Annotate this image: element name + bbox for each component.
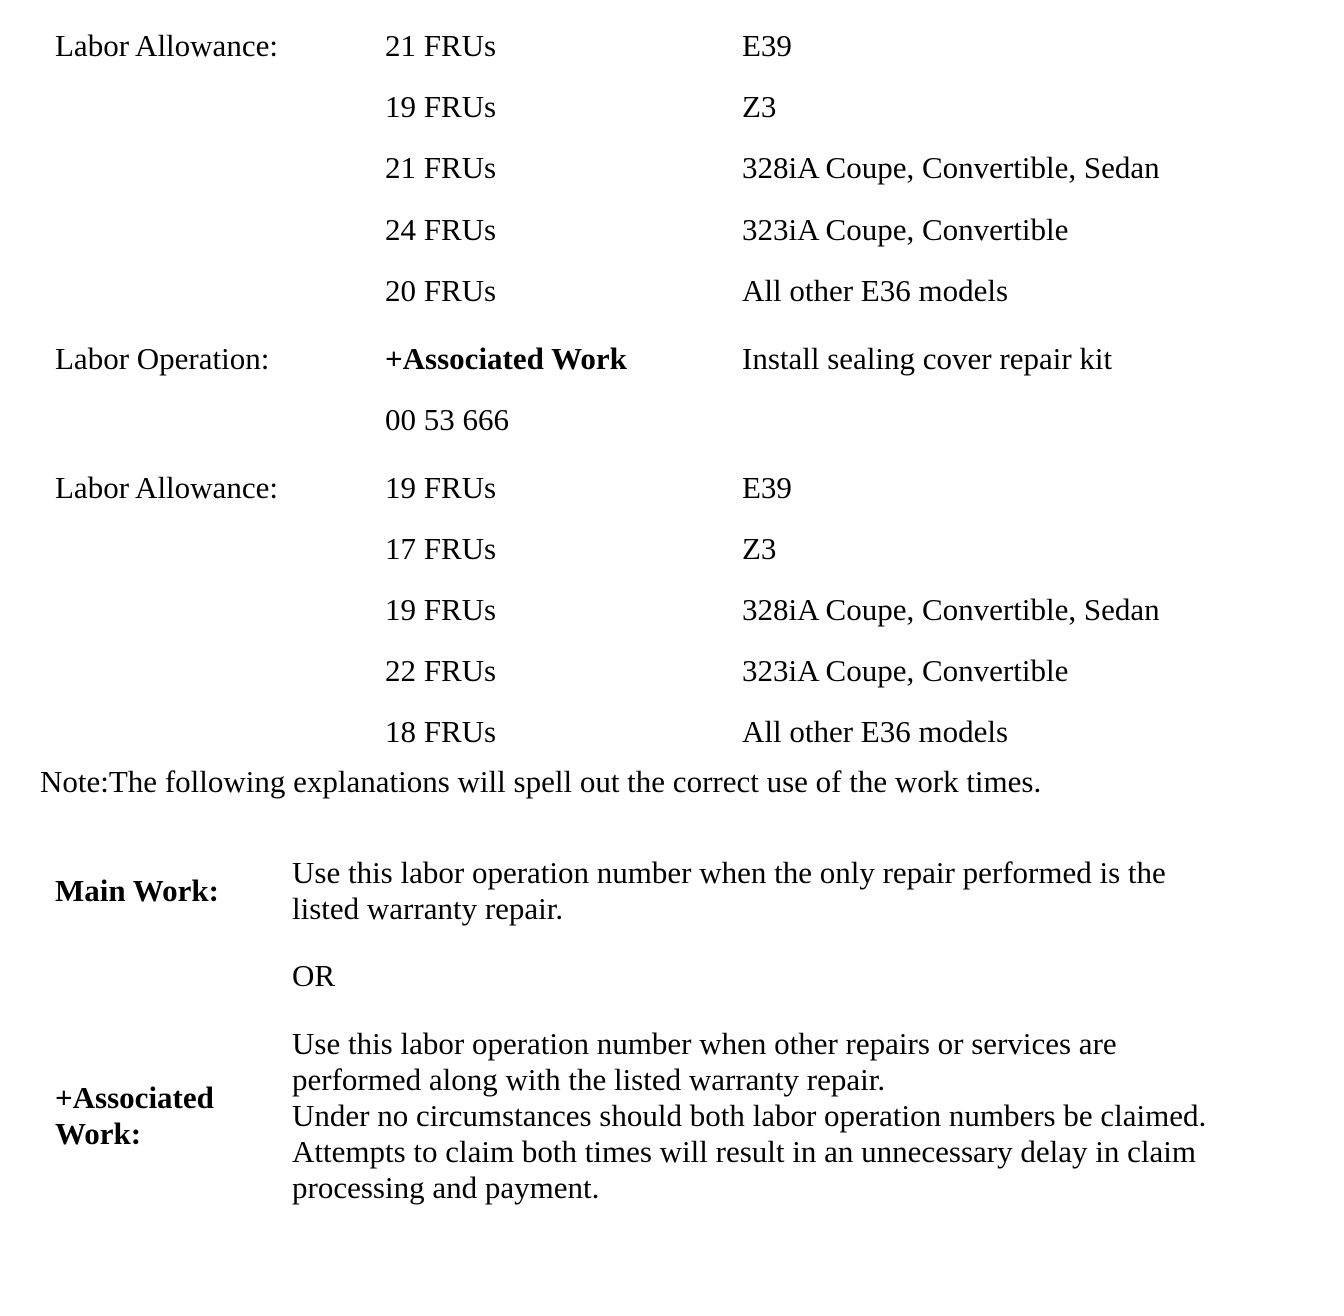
allowance2-frus-5: 18 FRUs (385, 714, 497, 749)
operation-label: Labor Operation: (55, 341, 270, 376)
allowance1-row-4 (0, 214, 1344, 250)
allowance2-row-2 (0, 533, 1344, 569)
allowance1-row-2 (0, 91, 1344, 127)
allowance1-model-1: E39 (742, 28, 792, 63)
allowance2-model-3: 328iA Coupe, Convertible, Sedan (742, 592, 1160, 627)
allowance1-row-5 (0, 275, 1344, 311)
main-work-line-2: listed warranty repair. (292, 891, 564, 926)
allowance1-model-5: All other E36 models (742, 273, 1009, 308)
allowance1-frus-2: 19 FRUs (385, 89, 497, 124)
allowance1-frus-3: 21 FRUs (385, 150, 497, 185)
operation-description: Install sealing cover repair kit (742, 341, 1113, 376)
associated-work-line-5: processing and payment. (292, 1170, 600, 1205)
main-work-description (292, 855, 1292, 927)
operation-type: +Associated Work (385, 341, 627, 376)
allowance2-frus-1: 19 FRUs (385, 470, 497, 505)
allowance2-row-3 (0, 594, 1344, 630)
operation-row (0, 343, 1344, 379)
allowance2-row-5 (0, 716, 1344, 752)
allowance1-frus-5: 20 FRUs (385, 273, 497, 308)
main-work-line-1: Use this labor operation number when the only repair performed is the (292, 855, 1166, 890)
operation-number: 00 53 666 (385, 402, 509, 437)
allowance1-row-3 (0, 152, 1344, 188)
allowance2-row-1 (0, 472, 1344, 508)
allowance2-label: Labor Allowance: (55, 470, 278, 505)
allowance1-label: Labor Allowance: (55, 28, 278, 63)
allowance2-model-4: 323iA Coupe, Convertible (742, 653, 1069, 688)
associated-work-description (292, 1026, 1292, 1206)
allowance1-model-3: 328iA Coupe, Convertible, Sedan (742, 150, 1160, 185)
associated-work-label-line-1: +Associated (55, 1080, 214, 1115)
note-text: Note:The following explanations will spell out the correct use of the work times. (40, 764, 1042, 799)
allowance2-model-2: Z3 (742, 531, 777, 566)
allowance2-model-5: All other E36 models (742, 714, 1009, 749)
associated-work-line-3: Under no circumstances should both labor operation numbers be claimed. (292, 1098, 1207, 1133)
associated-work-line-4: Attempts to claim both times will result in an unnecessary delay in claim (292, 1134, 1196, 1169)
associated-work-label (55, 1080, 214, 1152)
allowance1-model-4: 323iA Coupe, Convertible (742, 212, 1069, 247)
or-separator: OR (292, 958, 336, 993)
associated-work-label-line-2: Work: (55, 1116, 142, 1151)
allowance2-frus-4: 22 FRUs (385, 653, 497, 688)
allowance2-frus-2: 17 FRUs (385, 531, 497, 566)
allowance1-frus-4: 24 FRUs (385, 212, 497, 247)
allowance2-model-1: E39 (742, 470, 792, 505)
operation-number-row (0, 404, 1344, 440)
allowance1-frus-1: 21 FRUs (385, 28, 497, 63)
allowance1-row-1 (0, 30, 1344, 66)
main-work-label: Main Work: (55, 873, 219, 908)
associated-work-line-2: performed along with the listed warranty repair. (292, 1062, 886, 1097)
allowance1-model-2: Z3 (742, 89, 777, 124)
allowance2-row-4 (0, 655, 1344, 691)
allowance2-frus-3: 19 FRUs (385, 592, 497, 627)
associated-work-line-1: Use this labor operation number when other repairs or services are (292, 1026, 1117, 1061)
